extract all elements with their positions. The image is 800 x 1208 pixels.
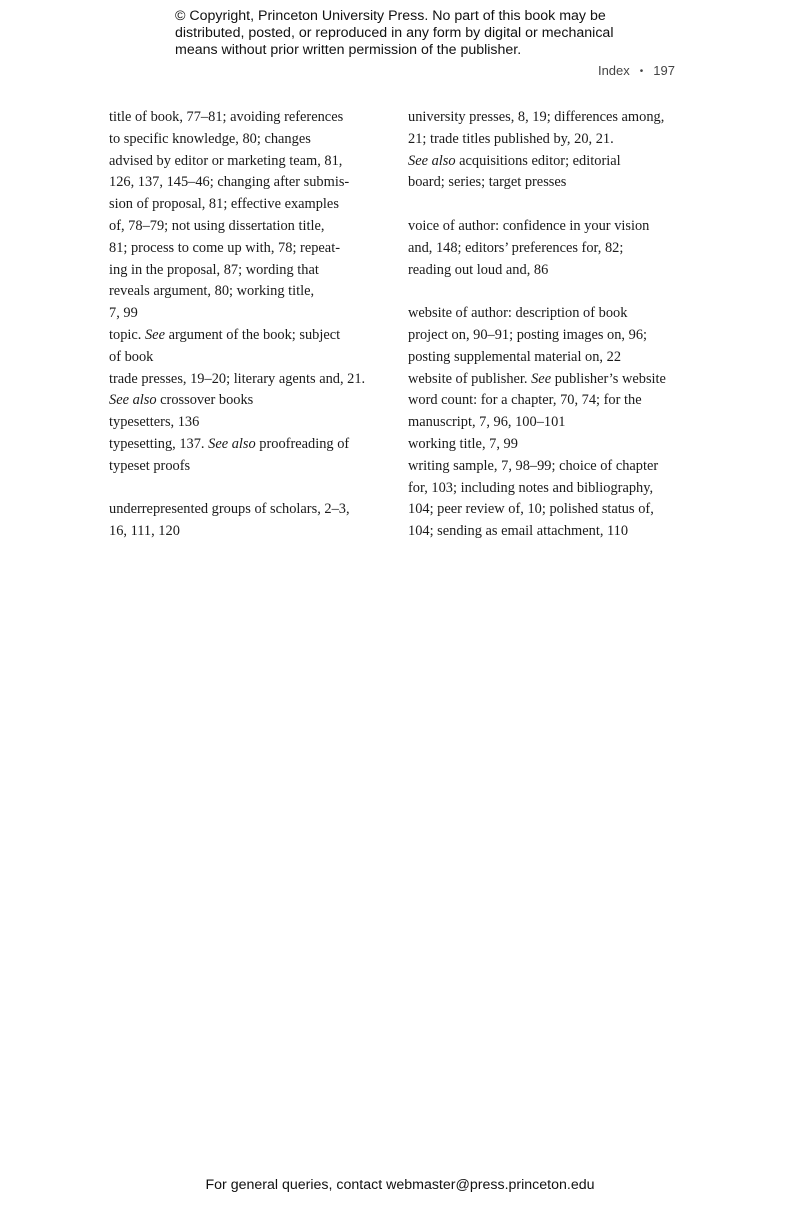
index-line: reading out loud and, 86 — [408, 261, 549, 278]
running-head — [560, 62, 675, 81]
index-line: sion of proposal, 81; effective examples — [109, 196, 339, 213]
page-number: 197 — [653, 63, 675, 78]
index-line: and, 148; editors’ preferences for, 82; — [408, 239, 624, 256]
letter-group-gap — [408, 194, 683, 216]
index-line: website of publisher. See publisher’s website — [408, 370, 666, 387]
copyright-notice — [175, 8, 645, 59]
index-entry — [408, 390, 683, 434]
section-title: Index — [597, 63, 630, 78]
index-line: typeset proofs — [109, 457, 191, 474]
index-line: voice of author: confidence in your vision — [408, 217, 650, 234]
index-line: project on, 90–91; posting images on, 96; — [408, 326, 648, 343]
copyright-line: © Copyright, Princeton University Press. No part of this book may be — [175, 8, 606, 24]
index-line: ing in the proposal, 87; wording that — [109, 261, 319, 278]
index-line: 16, 111, 120 — [109, 523, 180, 540]
index-line: 104; peer review of, 10; polished status of, — [408, 501, 654, 518]
index-line: See also acquisitions editor; editorial — [408, 152, 621, 169]
index-line: See also crossover books — [109, 392, 254, 409]
cross-reference-marker: See also — [208, 435, 256, 452]
index-line: typesetting, 137. See also proofreading of — [109, 435, 350, 452]
index-line: manuscript, 7, 96, 100–101 — [408, 414, 566, 431]
index-line: working title, 7, 99 — [408, 435, 518, 452]
index-line: advised by editor or marketing team, 81, — [109, 152, 343, 169]
bullet-separator: • — [639, 66, 644, 77]
index-line: 81; process to come up with, 78; repeat- — [109, 239, 340, 256]
index-line: 21; trade titles published by, 20, 21. — [408, 130, 614, 147]
cross-reference-marker: See — [531, 370, 552, 387]
index-line: of, 78–79; not using dissertation title, — [109, 217, 325, 234]
cross-reference-marker: See — [144, 326, 165, 343]
index-entry — [408, 216, 683, 281]
index-line: 104; sending as email attachment, 110 — [408, 523, 629, 540]
index-line: website of author: description of book — [408, 305, 628, 322]
index-line: writing sample, 7, 98–99; choice of chapter — [408, 457, 659, 474]
copyright-line: means without prior written permission of the publisher. — [175, 42, 522, 58]
letter-group-gap — [408, 281, 683, 303]
index-entry — [408, 303, 683, 368]
index-entry — [408, 369, 683, 391]
index-entry — [109, 499, 384, 543]
index-line: reveals argument, 80; working title, — [109, 283, 315, 300]
letter-group-gap — [109, 478, 384, 500]
index-line: underrepresented groups of scholars, 2–3, — [109, 501, 350, 518]
index-line: university presses, 8, 19; differences among, — [408, 109, 665, 125]
index-column-left — [109, 107, 384, 543]
index-entry — [109, 325, 384, 369]
index-entry — [109, 434, 384, 478]
cross-reference-marker: See also — [408, 152, 456, 169]
copyright-line: distributed, posted, or reproduced in any form by digital or mechanical — [175, 25, 614, 41]
index-line: trade presses, 19–20; literary agents and, 21. — [109, 370, 366, 387]
index-line: to specific knowledge, 80; changes — [109, 130, 311, 147]
index-line: 126, 137, 145–46; changing after submis- — [109, 174, 350, 191]
index-column-right — [408, 107, 683, 543]
index-line: for, 103; including notes and bibliography, — [408, 479, 654, 496]
index-line: posting supplemental material on, 22 — [408, 348, 622, 365]
index-entry — [408, 434, 683, 456]
index-entry — [408, 107, 683, 194]
index-entry — [109, 412, 384, 434]
footer-contact: For general queries, contact webmaster@press.princeton.edu — [205, 1177, 595, 1193]
index-line: topic. See argument of the book; subject — [109, 326, 341, 343]
index-line: 7, 99 — [109, 305, 138, 322]
index-line: typesetters, 136 — [109, 414, 200, 431]
index-entry — [109, 107, 384, 325]
index-entry — [408, 456, 683, 543]
cross-reference-marker: See also — [109, 392, 157, 409]
index-line: title of book, 77–81; avoiding references — [109, 109, 344, 125]
index-line: word count: for a chapter, 70, 74; for the — [408, 392, 642, 409]
index-line: board; series; target presses — [408, 174, 567, 191]
index-entry — [109, 369, 384, 413]
index-line: of book — [109, 348, 154, 365]
